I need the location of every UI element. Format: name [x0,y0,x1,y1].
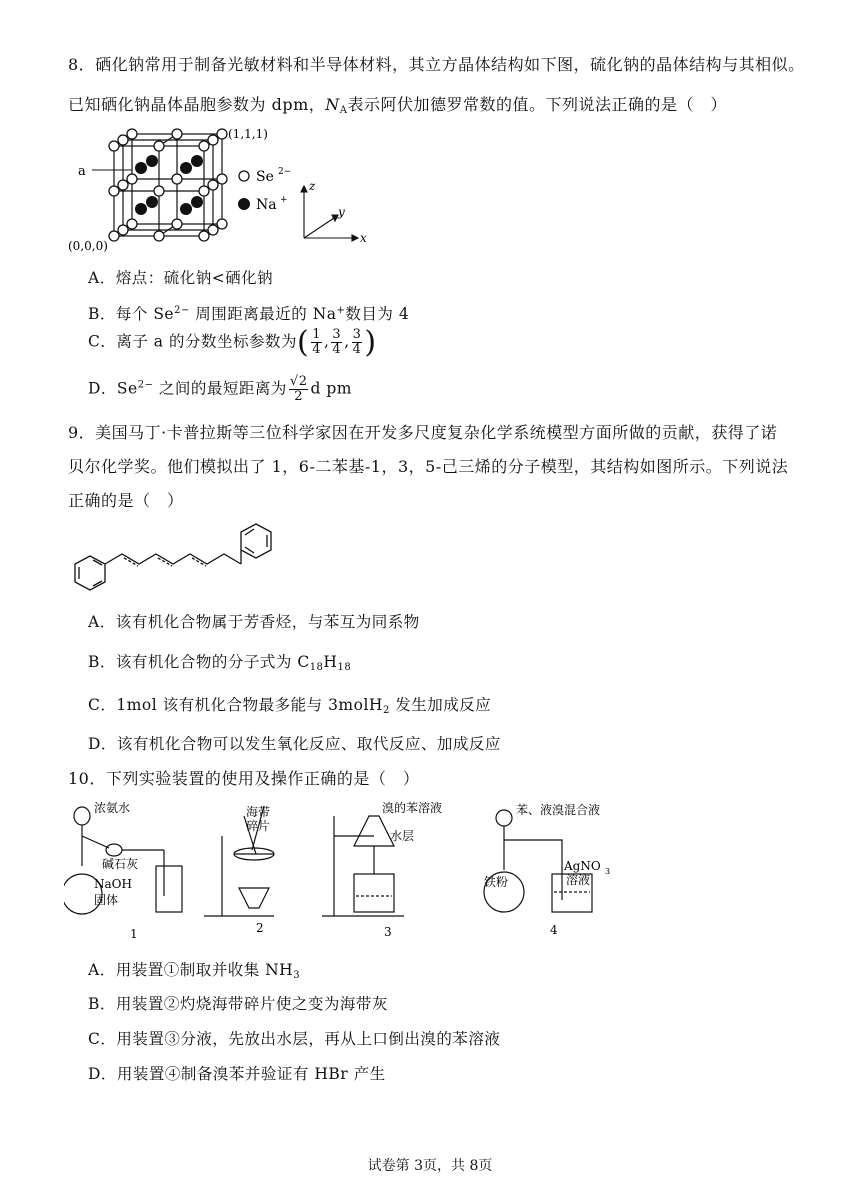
apparatus-3-number: 3 [384,925,392,939]
na-charge: + [336,305,346,316]
se-charge: 2− [174,305,190,316]
fraction-x: $\frac{1}{4}$ [312,327,321,357]
y-axis-label: y [338,205,345,219]
ammonia-label: 浓氨水 [94,801,131,815]
q10-option-d[interactable]: D．用装置④制备溴苯并验证有 HBr 产生 [88,1065,386,1083]
hydrogen-count: 18 [337,662,352,673]
q9-option-c-text-end: 发生加成反应 [389,696,492,714]
apparatus-2-number: 2 [256,921,264,935]
q8-stem-line2 [68,92,727,116]
ion-a-label: a [78,164,86,179]
agno3-label: AgNO [564,859,601,873]
x-axis-label: x [360,231,367,245]
kelp-label: 海带 [246,805,271,819]
q8-stem-text-b: 表示阿伏加德罗常数的值。下列说法正确的是（ ） [347,95,727,114]
na-legend-marker [238,198,250,210]
q9-option-d[interactable]: D．该有机化合物可以发生氧化反应、取代反应、加成反应 [88,735,501,753]
se-legend-label: Se [256,169,274,185]
fraction-z: $\frac{3}{4}$ [352,327,362,357]
se-charge-d: 2− [137,379,154,391]
avogadro-symbol: N [325,95,340,114]
benzene-bromine-label: 苯、液溴混合液 [516,803,601,817]
q9-option-c-text: C．1mol 该有机化合物最多能与 3molH [88,696,383,714]
q8-option-d-text: D．Se [88,379,138,398]
q10-option-a-text: A．用装置①制取并收集 NH [88,961,294,979]
nh3-subscript: 3 [293,970,301,981]
pieces-label: 碎片 [246,819,271,833]
q8-option-c-text: C．离子 a 的分数坐标参数为 [88,332,297,351]
q9-stem-line1: 9．美国马丁·卡普拉斯等三位科学家因在开发多尺度复杂化学系统模型方面所做的贡献，获得了诺 [68,423,778,442]
fraction-y: $\frac{3}{4}$ [332,327,342,357]
water-layer-label: 水层 [390,829,415,843]
apparatus-4-number: 4 [550,923,558,937]
solution-label: 溶液 [566,873,591,887]
q8-option-b-text: B．每个 Se [88,305,175,323]
corner-label: (1,1,1) [228,127,268,141]
origin-label: (0,0,0) [68,239,108,253]
carbon-count: 18 [309,662,324,673]
naoh-label: NaOH [94,877,132,891]
soda-lime-label: 碱石灰 [102,857,139,871]
hydrogen-symbol: H [323,653,338,671]
h2-subscript: 2 [382,705,390,716]
axis-triad [301,186,358,241]
q8-option-b-text-end: 数目为 4 [345,305,410,323]
q10-stem: 10．下列实验装置的使用及操作正确的是（ ） [68,769,420,788]
q8-option-d-text-mid: 之间的最短距离为 [153,379,287,398]
q9-option-a[interactable]: A．该有机化合物属于芳香烃，与苯互为同系物 [88,613,420,631]
bromine-benzene-label: 溴的苯溶液 [382,801,443,815]
solid-label: 固体 [94,893,119,907]
q8-stem-text-a: 已知硒化钠晶体晶胞参数为 dpm， [68,95,326,114]
q9-option-c[interactable] [88,693,491,716]
q8-option-b-text-mid: 周围距离最近的 Na [189,305,337,323]
q9-option-b[interactable] [88,650,351,673]
q8-option-d-text-end: d pm [310,379,352,398]
q8-crystal-figure [66,124,386,254]
se-legend-charge: 2− [278,167,292,177]
se-legend-marker [239,171,249,181]
na-legend-charge: + [280,195,288,205]
q10-apparatus-figure [64,796,624,946]
q10-option-c[interactable]: C．用装置③分液，先放出水层，再从上口倒出溴的苯溶液 [88,1030,501,1048]
z-axis-label: z [309,179,316,193]
fraction-sqrt2-over-2: $\frac{√2}{2}$ [289,374,308,404]
iron-powder-label: 铁粉 [484,875,509,889]
q8-option-c[interactable]: C．离子 a 的分数坐标参数为( $\frac{1}{4}$ , $\frac{3}{4}$ , $\frac{3}{4}$ ) [88,325,377,360]
q8-option-b[interactable] [88,302,409,324]
agno3-subscript: 3 [605,867,611,876]
q8-stem-line1: 8．硒化钠常用于制备光敏材料和半导体材料，其立方晶体结构如下图，硫化钠的晶体结构与其相似。 [68,55,805,74]
apparatus-1-number: 1 [130,927,138,941]
q9-option-b-text: B．该有机化合物的分子式为 C [88,653,310,671]
q10-option-b[interactable]: B．用装置②灼烧海带碎片使之变为海带灰 [88,995,388,1013]
q10-option-a[interactable] [88,958,300,981]
avogadro-subscript: A [339,105,348,116]
na-legend-label: Na [256,197,277,213]
q8-option-a[interactable]: A．熔点：硫化钠<硒化钠 [88,269,274,287]
q9-stem-line3: 正确的是（ ） [68,491,184,510]
q8-option-d[interactable] [88,375,352,404]
diphenylhexatriene-structure [60,516,300,596]
page-footer: 试卷第 3页，共 8页 [367,1158,493,1174]
q9-stem-line2: 贝尔化学奖。他们模拟出了 1，6-二苯基-1，3，5-己三烯的分子模型，其结构如图所示。下列说法 [68,457,789,476]
